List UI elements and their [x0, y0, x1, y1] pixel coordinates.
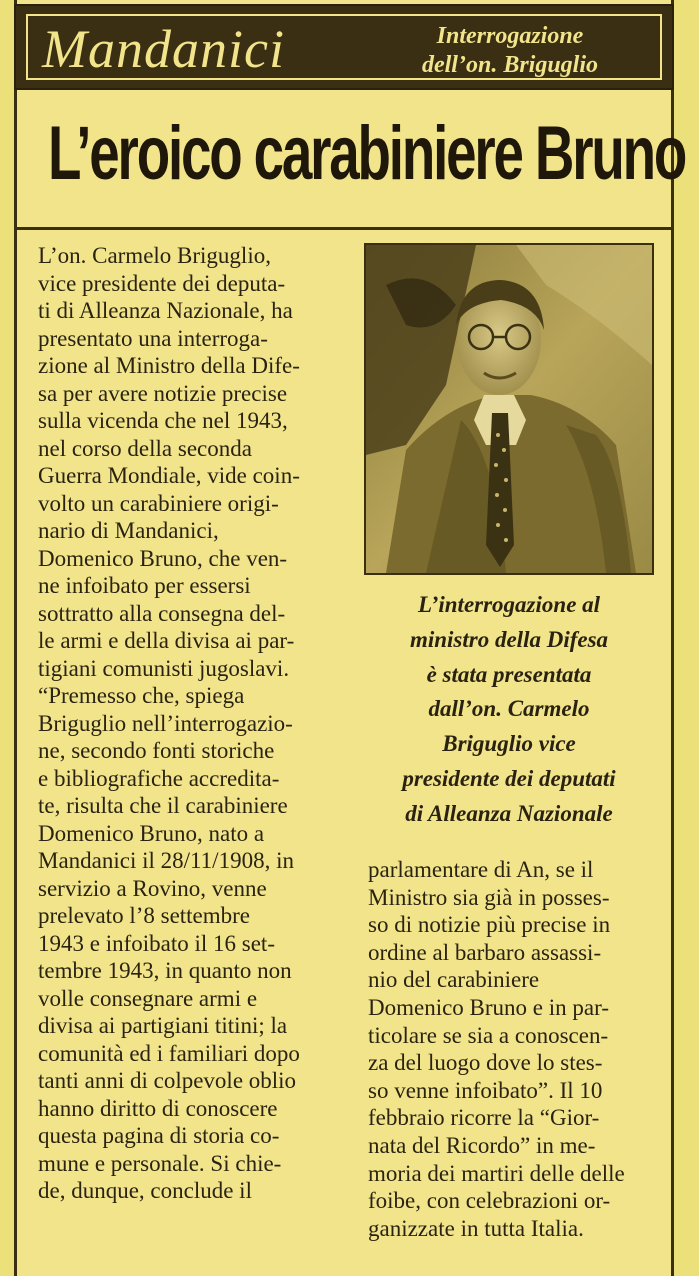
headline: L’eroico carabiniere Bruno	[48, 111, 686, 196]
text-line: tembre 1943, in quanto non	[38, 958, 292, 983]
text-line: servizio a Rovino, venne	[38, 875, 267, 901]
text-line: sa per avere notizie precise	[38, 380, 288, 406]
text-line: 1943 e infoibato il 16 set-	[38, 930, 275, 956]
text-line: ganizzate in tutta Italia.	[368, 1215, 584, 1241]
caption-line: ministro della Difesa	[409, 626, 609, 652]
portrait-photo-icon	[366, 245, 652, 573]
text-line: divisa ai partigiani titini; la	[38, 1013, 288, 1038]
text-line: so di notizie più precise in	[368, 912, 611, 938]
text-line: za del luogo dove lo stes-	[368, 1050, 603, 1076]
text-line: nio del carabiniere	[368, 967, 540, 993]
text-line: de, dunque, conclude il	[38, 1178, 252, 1203]
text-line: sulla vicenda che nel 1943,	[38, 408, 288, 433]
text-line: ne, secondo fonti storiche	[38, 738, 275, 763]
text-line: le armi e della divisa ai par-	[38, 628, 295, 653]
text-line: parlamentare di An, se il	[368, 857, 594, 882]
masthead	[14, 4, 674, 90]
text-line: mune e personale. Si chie-	[38, 1150, 282, 1176]
portrait-photo	[364, 243, 654, 575]
text-line: Guerra Mondiale, vide coin-	[38, 463, 300, 488]
text-line: L’on. Carmelo Briguglio,	[38, 243, 271, 268]
article-column-2	[368, 856, 658, 1242]
text-line: vice presidente dei deputa-	[38, 270, 286, 296]
caption-line: presidente dei deputati	[402, 765, 616, 791]
text-line: presentato una interroga-	[38, 325, 268, 351]
caption-line: Briguglio vice	[442, 731, 576, 757]
text-line: moria dei martiri delle delle	[368, 1160, 625, 1186]
caption-line: di Alleanza Nazionale	[405, 800, 613, 826]
text-line: Domenico Bruno, che ven-	[38, 545, 288, 571]
text-line: nel corso della seconda	[38, 435, 252, 461]
text-line: ticolare se sia a conoscen-	[368, 1022, 609, 1048]
text-line: Ministro sia già in posses-	[368, 884, 610, 910]
headline-block	[14, 96, 686, 230]
text-line: zione al Ministro della Dife-	[38, 353, 300, 378]
text-line: tigiani comunisti jugoslavi.	[38, 655, 290, 681]
text-line: questa pagina di storia co-	[38, 1123, 280, 1148]
text-line: sottratto alla consegna del-	[38, 600, 286, 626]
text-line: ti di Alleanza Nazionale, ha	[38, 298, 293, 323]
text-line: ne infoibato per essersi	[38, 573, 251, 598]
text-line: Domenico Bruno, nato a	[38, 820, 265, 846]
text-line: “Premesso che, spiega	[38, 683, 245, 708]
text-line: nario di Mandanici,	[38, 518, 219, 543]
text-line: te, risulta che il carabiniere	[38, 793, 288, 818]
text-line: Domenico Bruno e in par-	[368, 994, 609, 1020]
text-line: so venne infoibato”. Il 10	[368, 1077, 603, 1103]
text-line: volto un carabiniere origi-	[38, 490, 279, 516]
masthead-subtitle	[380, 22, 640, 80]
text-line: e bibliografiche accredita-	[38, 765, 280, 791]
caption-line: è stata presentata	[426, 661, 592, 687]
text-line: Mandanici il 28/11/1908, in	[38, 848, 294, 873]
text-line: volle consegnare armi e	[38, 985, 258, 1011]
text-line: Briguglio nell’interrogazio-	[38, 710, 293, 736]
text-line: foibe, con celebrazioni or-	[368, 1188, 611, 1214]
text-line: prelevato l’8 settembre	[38, 903, 251, 928]
caption-line: L’interrogazione al	[417, 592, 601, 617]
photo-caption	[364, 588, 654, 832]
subtitle-line-2: dell’on. Briguglio	[421, 52, 599, 78]
text-line: comunità ed i familiari dopo	[38, 1040, 300, 1066]
text-line: hanno diritto di conoscere	[38, 1095, 278, 1121]
text-line: nata del Ricordo” in me-	[368, 1132, 596, 1158]
caption-line: dall’on. Carmelo	[428, 696, 590, 722]
text-line: tanti anni di colpevole oblio	[38, 1068, 297, 1093]
town-name: Mandanici	[42, 19, 285, 79]
subtitle-line-1: Interrogazione	[436, 23, 584, 49]
article-column-1	[38, 242, 344, 1205]
text-line: ordine al barbaro assassi-	[368, 939, 602, 965]
text-line: febbraio ricorre la “Gior-	[368, 1105, 600, 1131]
